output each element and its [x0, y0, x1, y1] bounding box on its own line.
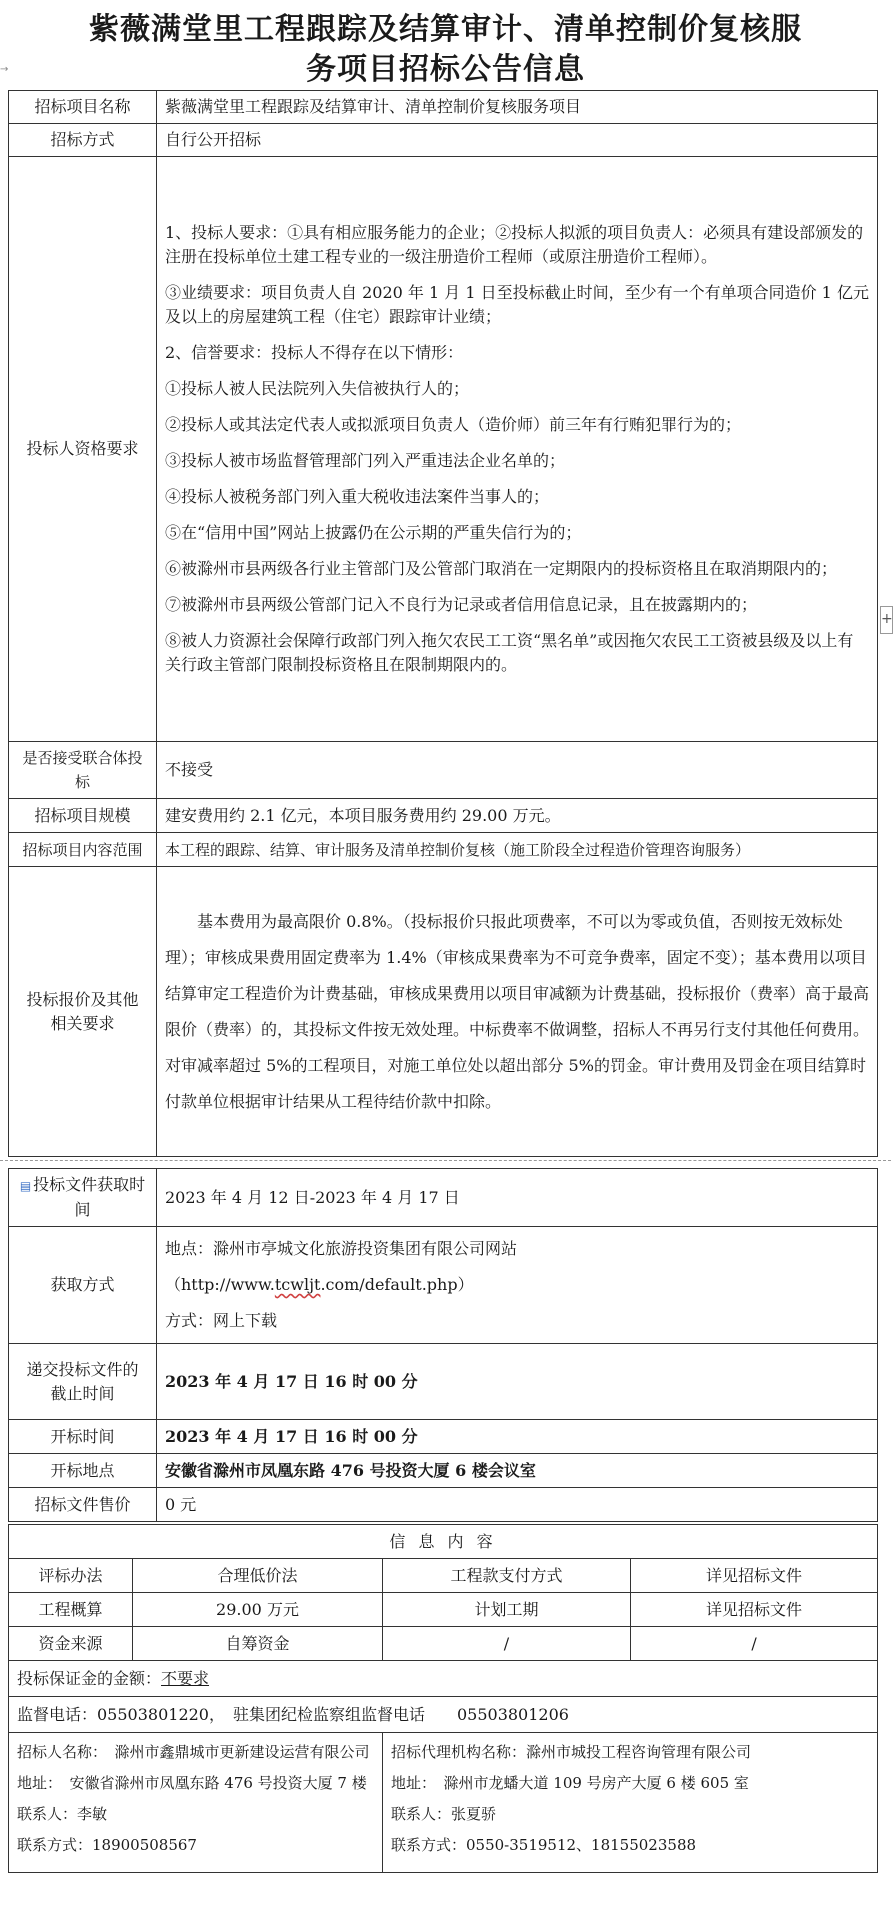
table-row: [9, 742, 878, 799]
info-cell: 详见招标文件: [631, 1559, 878, 1593]
obtain-time-value: 2023 年 4 月 12 日-2023 年 4 月 17 日: [157, 1169, 878, 1227]
arrow-right-icon[interactable]: →: [0, 64, 9, 75]
page-break: [0, 1160, 891, 1161]
scope-value: 本工程的跟踪、结算、审计服务及清单控制价复核（施工阶段全过程造价管理咨询服务）: [157, 833, 878, 867]
info-cell: 详见招标文件: [631, 1593, 878, 1627]
deadline-label: [9, 1344, 157, 1420]
page-title: [0, 10, 891, 90]
title-line-2: 务项目招标公告信息: [306, 52, 585, 87]
table-row: [9, 1559, 878, 1593]
deadline-value: 2023 年 4 月 17 日 16 时 00 分: [157, 1344, 878, 1420]
qualification-value: [157, 157, 878, 742]
info-cell: /: [631, 1627, 878, 1661]
table-row: [9, 799, 878, 833]
table-row: [9, 1627, 878, 1661]
agency-info: [383, 1733, 878, 1873]
project-name-label: 招标项目名称: [9, 91, 157, 124]
info-cell: 计划工期: [383, 1593, 631, 1627]
supervision-phone: 监督电话：05503801220， 驻集团纪检监察组监督电话 05503801206: [9, 1697, 878, 1733]
table-row: [9, 157, 878, 742]
quote-label: [9, 867, 157, 1157]
method-label: 招标方式: [9, 124, 157, 157]
obtain-time-label: [9, 1169, 157, 1227]
tenderer-info: [9, 1733, 383, 1873]
quote-text: 基本费用为最高限价 0.8%。（投标报价只报此项费率，不可以为零或负值，否则按无效标处理）；审核成果费用固定费率为 1.4%（审核成果费率为不可竞争费率，固定不变）；基本费用以项目结算审定工程造价为计费基础，审核成果费用以项目审减额为计费基础，投标报价（费率）高于最高限价（费率）的，其投标文件按无效处理。中标费率不做调整，招标人不再另行支付其他任何费用。对审减率超过 5%的工程项目，对施工单位处以超出部分 5%的罚金。审计费用及罚金在项目结算时付款单位根据审计结果从工程待结价款中扣除。: [165, 911, 870, 1111]
table-row: [9, 1420, 878, 1454]
table-row: [9, 1661, 878, 1697]
consortium-value: 不接受: [157, 742, 878, 799]
info-cell: /: [383, 1627, 631, 1661]
info-cell: 工程款支付方式: [383, 1559, 631, 1593]
open-place-value: 安徽省滁州市凤凰东路 476 号投资大厦 6 楼会议室: [157, 1454, 878, 1488]
obtain-time-label-text: 投标文件获取时间: [33, 1175, 146, 1219]
price-value: 0 元: [157, 1488, 878, 1522]
agency-address: 地址： 滁州市龙蟠大道 109 号房产大厦 6 楼 605 室: [391, 1774, 749, 1792]
scale-label: 招标项目规模: [9, 799, 157, 833]
obtain-url[interactable]: [165, 1267, 869, 1303]
plus-icon[interactable]: +: [880, 606, 893, 634]
info-cell: 合理低价法: [133, 1559, 383, 1593]
consortium-label: 是否接受联合体投标: [9, 742, 157, 799]
method-value: 自行公开招标: [157, 124, 878, 157]
title-line-1: 紫薇满堂里工程跟踪及结算审计、清单控制价复核服: [89, 12, 802, 47]
project-name-value: 紫薇满堂里工程跟踪及结算审计、清单控制价复核服务项目: [157, 91, 878, 124]
table-row: [9, 833, 878, 867]
info-cell: 工程概算: [9, 1593, 133, 1627]
deposit-label: 投标保证金的金额：: [17, 1668, 162, 1688]
qualification-line: ⑤在“信用中国”网站上披露仍在公示期的严重失信行为的；: [165, 523, 582, 542]
tenderer-name: 招标人名称： 滁州市鑫鼎城市更新建设运营有限公司: [17, 1743, 370, 1761]
obtain-method-label: 获取方式: [9, 1227, 157, 1344]
info-cell: 自筹资金: [133, 1627, 383, 1661]
quote-label-line-1: 投标报价及其他: [26, 989, 139, 1009]
deposit-value: 不要求: [161, 1668, 210, 1688]
document-icon: ▤: [19, 1179, 32, 1193]
url-domain: tcwljt: [274, 1275, 321, 1294]
obtain-location: 地点：滁州市亭城文化旅游投资集团有限公司网站: [165, 1239, 518, 1258]
table-row: [9, 91, 878, 124]
qualification-line: ④投标人被税务部门列入重大税收违法案件当事人的；: [165, 487, 550, 506]
tender-info-table: [8, 90, 878, 1157]
info-cell: 资金来源: [9, 1627, 133, 1661]
tender-schedule-table: [8, 1168, 878, 1522]
qualification-line: ③投标人被市场监督管理部门列入严重违法企业名单的；: [165, 451, 566, 470]
table-row: [9, 1593, 878, 1627]
qualification-label: 投标人资格要求: [9, 157, 157, 742]
price-label: 招标文件售价: [9, 1488, 157, 1522]
quote-label-line-2: 相关要求: [50, 1013, 115, 1033]
table-row: [9, 1169, 878, 1227]
table-row: [9, 1344, 878, 1420]
agency-contact: 联系人：张夏骄: [391, 1805, 497, 1823]
info-cell: 评标办法: [9, 1559, 133, 1593]
qualification-line: 2、信誉要求：投标人不得存在以下情形：: [165, 343, 464, 362]
deadline-label-line-1: 递交投标文件的: [26, 1359, 139, 1379]
table-row: [9, 867, 878, 1157]
qualification-line: ①投标人被人民法院列入失信被执行人的；: [165, 379, 470, 398]
quote-value: [157, 867, 878, 1157]
info-header: 信 息 内 容: [9, 1525, 878, 1559]
agency-name: 招标代理机构名称：滁州市城投工程咨询管理有限公司: [391, 1743, 752, 1761]
table-row: [9, 1525, 878, 1559]
scale-value: 建安费用约 2.1 亿元，本项目服务费用约 29.00 万元。: [157, 799, 878, 833]
open-place-label: 开标地点: [9, 1454, 157, 1488]
table-row: [9, 1697, 878, 1733]
table-row: [9, 1227, 878, 1344]
agency-phone: 联系方式：0550-3519512、18155023588: [391, 1836, 697, 1854]
table-row: [9, 124, 878, 157]
table-row: [9, 1733, 878, 1873]
open-time-value: 2023 年 4 月 17 日 16 时 00 分: [157, 1420, 878, 1454]
open-time-label: 开标时间: [9, 1420, 157, 1454]
tenderer-address: 地址： 安徽省滁州市凤凰东路 476 号投资大厦 7 楼: [17, 1774, 367, 1792]
obtain-mode: 方式：网上下载: [165, 1311, 278, 1330]
info-cell: 29.00 万元: [133, 1593, 383, 1627]
deadline-label-line-2: 截止时间: [50, 1383, 115, 1403]
obtain-method-value: [157, 1227, 878, 1344]
url-prefix: （http://www.: [165, 1275, 275, 1294]
url-suffix: .com/default.php）: [320, 1275, 474, 1294]
qualification-line: 1、投标人要求：①具有相应服务能力的企业；②投标人拟派的项目负责人：必须具有建设部颁发的注册在投标单位土建工程专业的一级注册造价工程师（或原注册造价工程师）。: [165, 223, 864, 266]
tenderer-phone: 联系方式：18900508567: [17, 1836, 197, 1854]
qualification-line: ⑥被滁州市县两级各行业主管部门及公管部门取消在一定期限内的投标资格且在取消期限内的；: [165, 559, 838, 578]
deposit-row: [9, 1661, 878, 1697]
info-content-table: [8, 1524, 878, 1873]
table-row: [9, 1454, 878, 1488]
scope-label: 招标项目内容范围: [9, 833, 157, 867]
table-row: [9, 1488, 878, 1522]
qualification-line: ②投标人或其法定代表人或拟派项目负责人（造价师）前三年有行贿犯罪行为的；: [165, 415, 742, 434]
tenderer-contact: 联系人：李敏: [17, 1805, 108, 1823]
qualification-line: ⑦被滁州市县两级公管部门记入不良行为记录或者信用信息记录，且在披露期内的；: [165, 595, 758, 614]
qualification-line: ③业绩要求：项目负责人自 2020 年 1 月 1 日至投标截止时间，至少有一个有单项合同造价 1 亿元及以上的房屋建筑工程（住宅）跟踪审计业绩；: [165, 283, 869, 326]
qualification-line: ⑧被人力资源社会保障行政部门列入拖欠农民工工资“黑名单”或因拖欠农民工工资被县级及以上有关行政主管部门限制投标资格且在限制期限内的。: [165, 631, 854, 674]
